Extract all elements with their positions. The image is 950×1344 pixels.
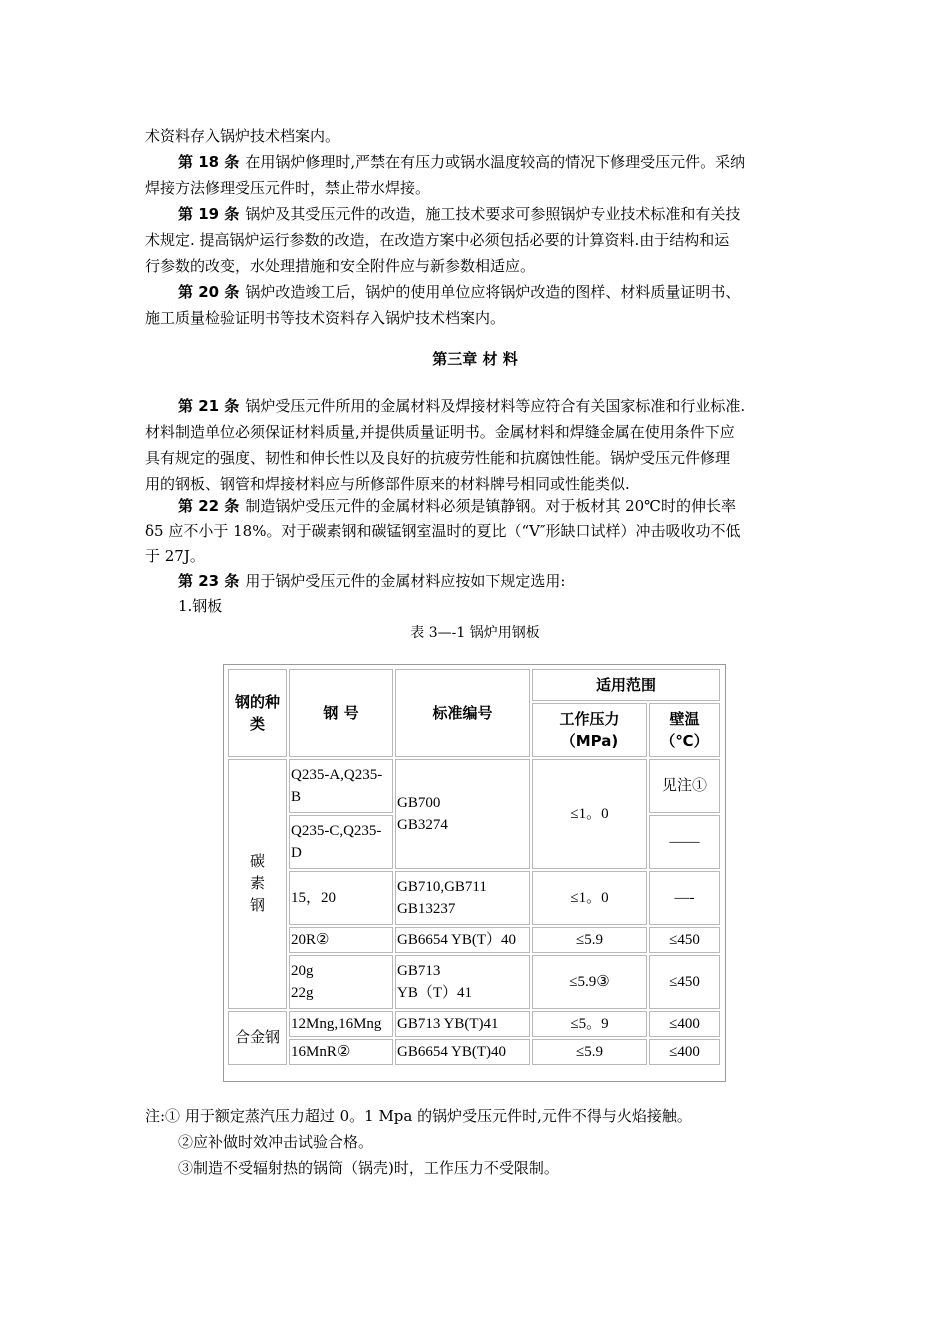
paragraph-text: 制造锅炉受压元件的金属材料必须是镇静钢。对于板材其 20℃时的伸长率 [245, 497, 736, 515]
article-18 [178, 152, 745, 172]
header-pressure [532, 703, 647, 757]
note-3: ③制造不受辐射热的锅筒（锅壳)时，工作压力不受限制。 [178, 1159, 559, 1177]
paragraph-text: 锅炉及其受压元件的改造，施工技术要求可参照锅炉专业技术标准和有关技 [245, 205, 741, 223]
header-temp-label: 壁温 [669, 710, 700, 728]
table-row [228, 1039, 720, 1065]
paragraph-line: 材料制造单位必须保证材料质量,并提供质量证明书。金属材料和焊缝金属在使用条件下应 [145, 423, 735, 441]
cell-temp: —— [649, 815, 720, 869]
cell-grade: Q235-C,Q235-D [289, 815, 393, 869]
paragraph-text: 在用锅炉修理时,严禁在有压力或锅水温度较高的情况下修理受压元件。采纳 [245, 153, 746, 171]
cell-pressure: ≤5.9 [532, 1039, 647, 1065]
table-caption: 表 3—-1 锅炉用钢板 [410, 625, 540, 641]
paragraph-line: 焊接方法修理受压元件时，禁止带水焊接。 [145, 179, 431, 197]
cell-pressure: ≤1。0 [532, 871, 647, 925]
cell-temp: ≤400 [649, 1039, 720, 1065]
paragraph-line: 于 27J。 [145, 547, 205, 565]
cell-grade: 20g 22g [289, 955, 393, 1009]
cell-standard: GB713 YB（T）41 [395, 955, 530, 1009]
article-number: 第 22 条 [178, 497, 240, 515]
cell-pressure: ≤5.9③ [532, 955, 647, 1009]
note-2: ②应补做时效冲击试验合格。 [178, 1133, 374, 1151]
paragraph-line: 施工质量检验证明书等技术资料存入锅炉技术档案内。 [145, 309, 506, 327]
header-grade: 钢 号 [289, 669, 393, 757]
article-number: 第 19 条 [178, 205, 240, 223]
table-row [228, 759, 720, 813]
table-row [228, 927, 720, 953]
paragraph-line: 术规定. 提高锅炉运行参数的改造，在改造方案中必须包括必要的计算资料.由于结构和运 [145, 231, 730, 249]
group-carbon-steel: 碳 素 钢 [228, 759, 287, 1009]
table-row [228, 1011, 720, 1037]
steel-table [226, 667, 722, 1067]
cell-temp: ≤400 [649, 1011, 720, 1037]
paragraph-text: 锅炉改造竣工后，锅炉的使用单位应将锅炉改造的图样、材料质量证明书、 [245, 283, 741, 301]
steel-plate-table [223, 664, 726, 1082]
cell-standard: GB6654 YB(T)40 [395, 1039, 530, 1065]
article-19 [178, 204, 740, 224]
cell-pressure: ≤1。0 [532, 759, 647, 869]
table-row [228, 955, 720, 1009]
header-temp-unit: （℃） [660, 732, 709, 750]
paragraph-text: 用于锅炉受压元件的金属材料应按如下规定选用: [245, 572, 566, 590]
article-23 [178, 571, 565, 591]
header-kind: 钢的种类 [228, 669, 287, 757]
paragraph-line: 行参数的改变，水处理措施和安全附件应与新参数相适应。 [145, 257, 536, 275]
header-range: 适用范围 [532, 669, 720, 701]
article-number: 第 20 条 [178, 283, 240, 301]
note-1: 注:① 用于额定蒸汽压力超过 0。1 Mpa 的锅炉受压元件时,元件不得与火焰接触。 [145, 1107, 692, 1125]
paragraph-line: 用的钢板、钢管和焊接材料应与所修部件原来的材料牌号相同或性能类似. [145, 475, 630, 493]
cell-grade: 12Mng,16Mng [289, 1011, 393, 1037]
cell-temp: 见注① [649, 759, 720, 813]
paragraph-line: 具有规定的强度、韧性和伸长性以及良好的抗疲劳性能和抗腐蚀性能。锅炉受压元件修理 [145, 449, 731, 467]
article-20 [178, 282, 740, 302]
header-pressure-unit: （MPa) [560, 732, 619, 750]
list-item: 1.钢板 [178, 597, 223, 615]
paragraph-line: δ5 应不小于 18%。对于碳素钢和碳锰钢室温时的夏比（“V″形缺口试样）冲击吸收功不低 [145, 522, 741, 540]
cell-temp: ≤450 [649, 955, 720, 1009]
cell-temp: —- [649, 871, 720, 925]
article-21 [178, 396, 745, 416]
cell-standard: GB713 YB(T)41 [395, 1011, 530, 1037]
cell-standard: GB710,GB711 GB13237 [395, 871, 530, 925]
group-alloy-steel: 合金钢 [228, 1011, 287, 1065]
table-row [228, 871, 720, 925]
paragraph-line: 术资料存入锅炉技术档案内。 [145, 127, 341, 145]
cell-grade: 15，20 [289, 871, 393, 925]
cell-grade: 16MnR② [289, 1039, 393, 1065]
paragraph-text: 锅炉受压元件所用的金属材料及焊接材料等应符合有关国家标准和行业标准. [245, 397, 746, 415]
cell-grade: Q235-A,Q235-B [289, 759, 393, 813]
header-standard: 标准编号 [395, 669, 530, 757]
chapter-heading: 第三章 材 料 [432, 350, 518, 368]
cell-pressure: ≤5。9 [532, 1011, 647, 1037]
article-number: 第 21 条 [178, 397, 240, 415]
article-number: 第 23 条 [178, 572, 240, 590]
cell-pressure: ≤5.9 [532, 927, 647, 953]
header-pressure-label: 工作压力 [559, 710, 620, 728]
cell-grade: 20R② [289, 927, 393, 953]
cell-standard: GB6654 YB(T）40 [395, 927, 530, 953]
cell-temp: ≤450 [649, 927, 720, 953]
article-22 [178, 496, 736, 516]
header-temp [649, 703, 720, 757]
article-number: 第 18 条 [178, 153, 240, 171]
cell-standard: GB700 GB3274 [395, 759, 530, 869]
